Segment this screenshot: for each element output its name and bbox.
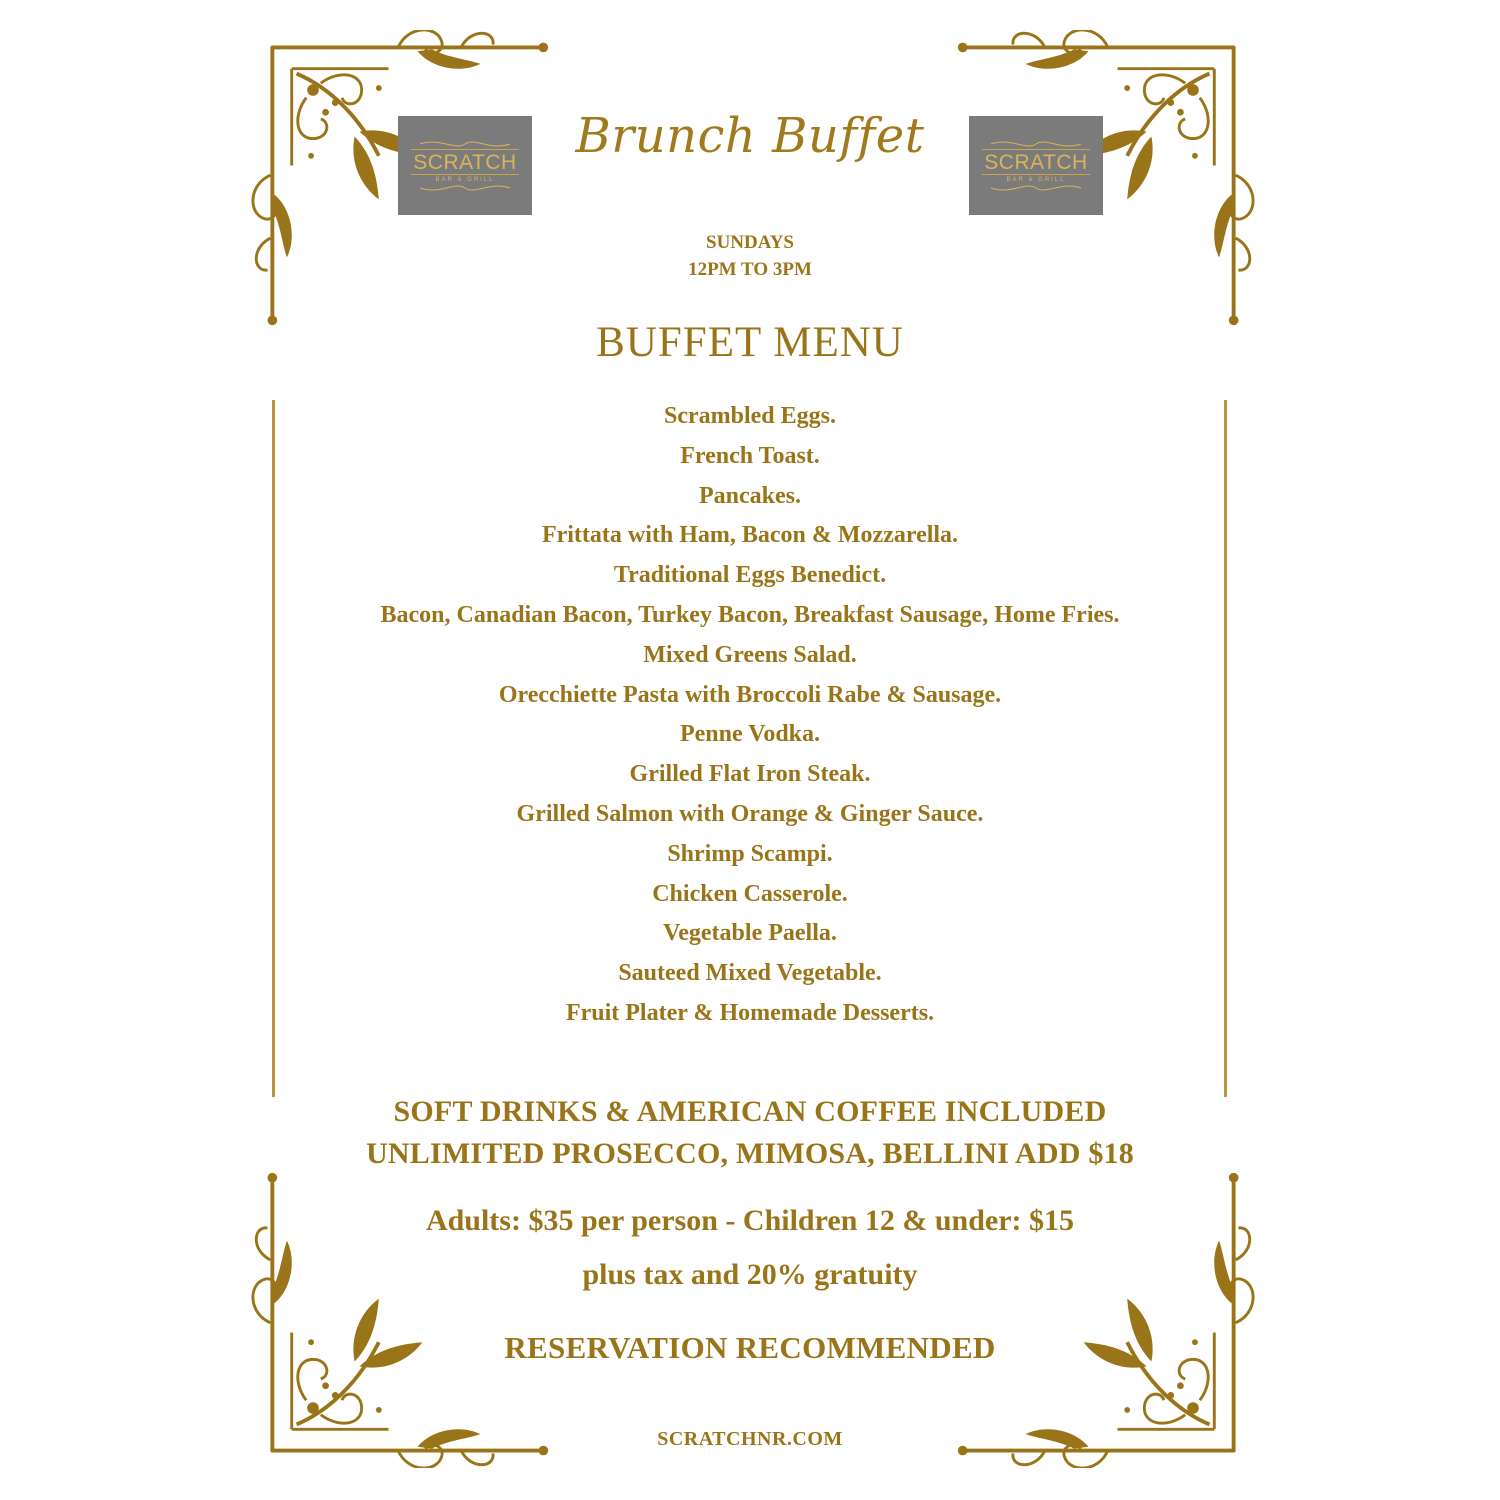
logo-flourish-icon (986, 139, 1086, 149)
menu-item: Sauteed Mixed Vegetable. (618, 960, 882, 987)
menu-item: Grilled Flat Iron Steak. (629, 761, 871, 788)
logo-right (969, 116, 1103, 215)
logo-flourish-icon (986, 183, 1086, 193)
menu-item: Penne Vodka. (679, 721, 821, 748)
menu-item: Traditional Eggs Benedict. (613, 562, 887, 589)
menu-item: Shrimp Scampi. (667, 840, 833, 867)
price-note: plus tax and 20% gratuity (582, 1258, 918, 1291)
schedule-day: SUNDAYS (706, 232, 794, 253)
menu-item: Frittata with Ham, Bacon & Mozzarella. (541, 522, 959, 549)
menu-item: Bacon, Canadian Bacon, Turkey Bacon, Breakfast Sausage, Home Fries. (380, 601, 1120, 628)
schedule (0, 229, 1500, 283)
menu-list (0, 397, 1500, 1034)
schedule-time: 12PM TO 3PM (688, 259, 812, 280)
website-link[interactable]: SCRATCHNR.COM (657, 1428, 843, 1450)
menu-item: Scrambled Eggs. (663, 403, 836, 429)
drinks-included: SOFT DRINKS & AMERICAN COFFEE INCLUDED (393, 1095, 1107, 1128)
menu-item: Pancakes. (699, 482, 801, 509)
menu-item: Grilled Salmon with Orange & Ginger Sauce. (516, 800, 984, 827)
menu-item: Chicken Casserole. (652, 880, 848, 907)
drinks-addon: UNLIMITED PROSECCO, MIMOSA, BELLINI ADD $18 (366, 1137, 1134, 1170)
logo-flourish-icon (415, 183, 515, 193)
menu-item: French Toast. (680, 442, 820, 469)
menu-item: Orecchiette Pasta with Broccoli Rabe & Sausage. (498, 681, 1002, 708)
menu-item: Vegetable Paella. (663, 920, 837, 947)
menu-item: Fruit Plater & Homemade Desserts. (565, 999, 935, 1026)
page-title: Brunch Buffet (575, 108, 925, 164)
logo-name: SCRATCH (984, 150, 1088, 174)
logo-subtitle: BAR & GRILL (435, 176, 495, 183)
drinks-info (0, 1091, 1500, 1175)
menu-item: Mixed Greens Salad. (643, 641, 857, 668)
logo-left (398, 116, 532, 215)
logo-name: SCRATCH (413, 150, 517, 174)
price-line: Adults: $35 per person - Children 12 & under: $15 (425, 1204, 1075, 1237)
reservation-note: RESERVATION RECOMMENDED (504, 1330, 996, 1365)
menu-heading: BUFFET MENU (596, 319, 904, 366)
logo-flourish-icon (415, 139, 515, 149)
logo-subtitle: BAR & GRILL (1006, 176, 1066, 183)
